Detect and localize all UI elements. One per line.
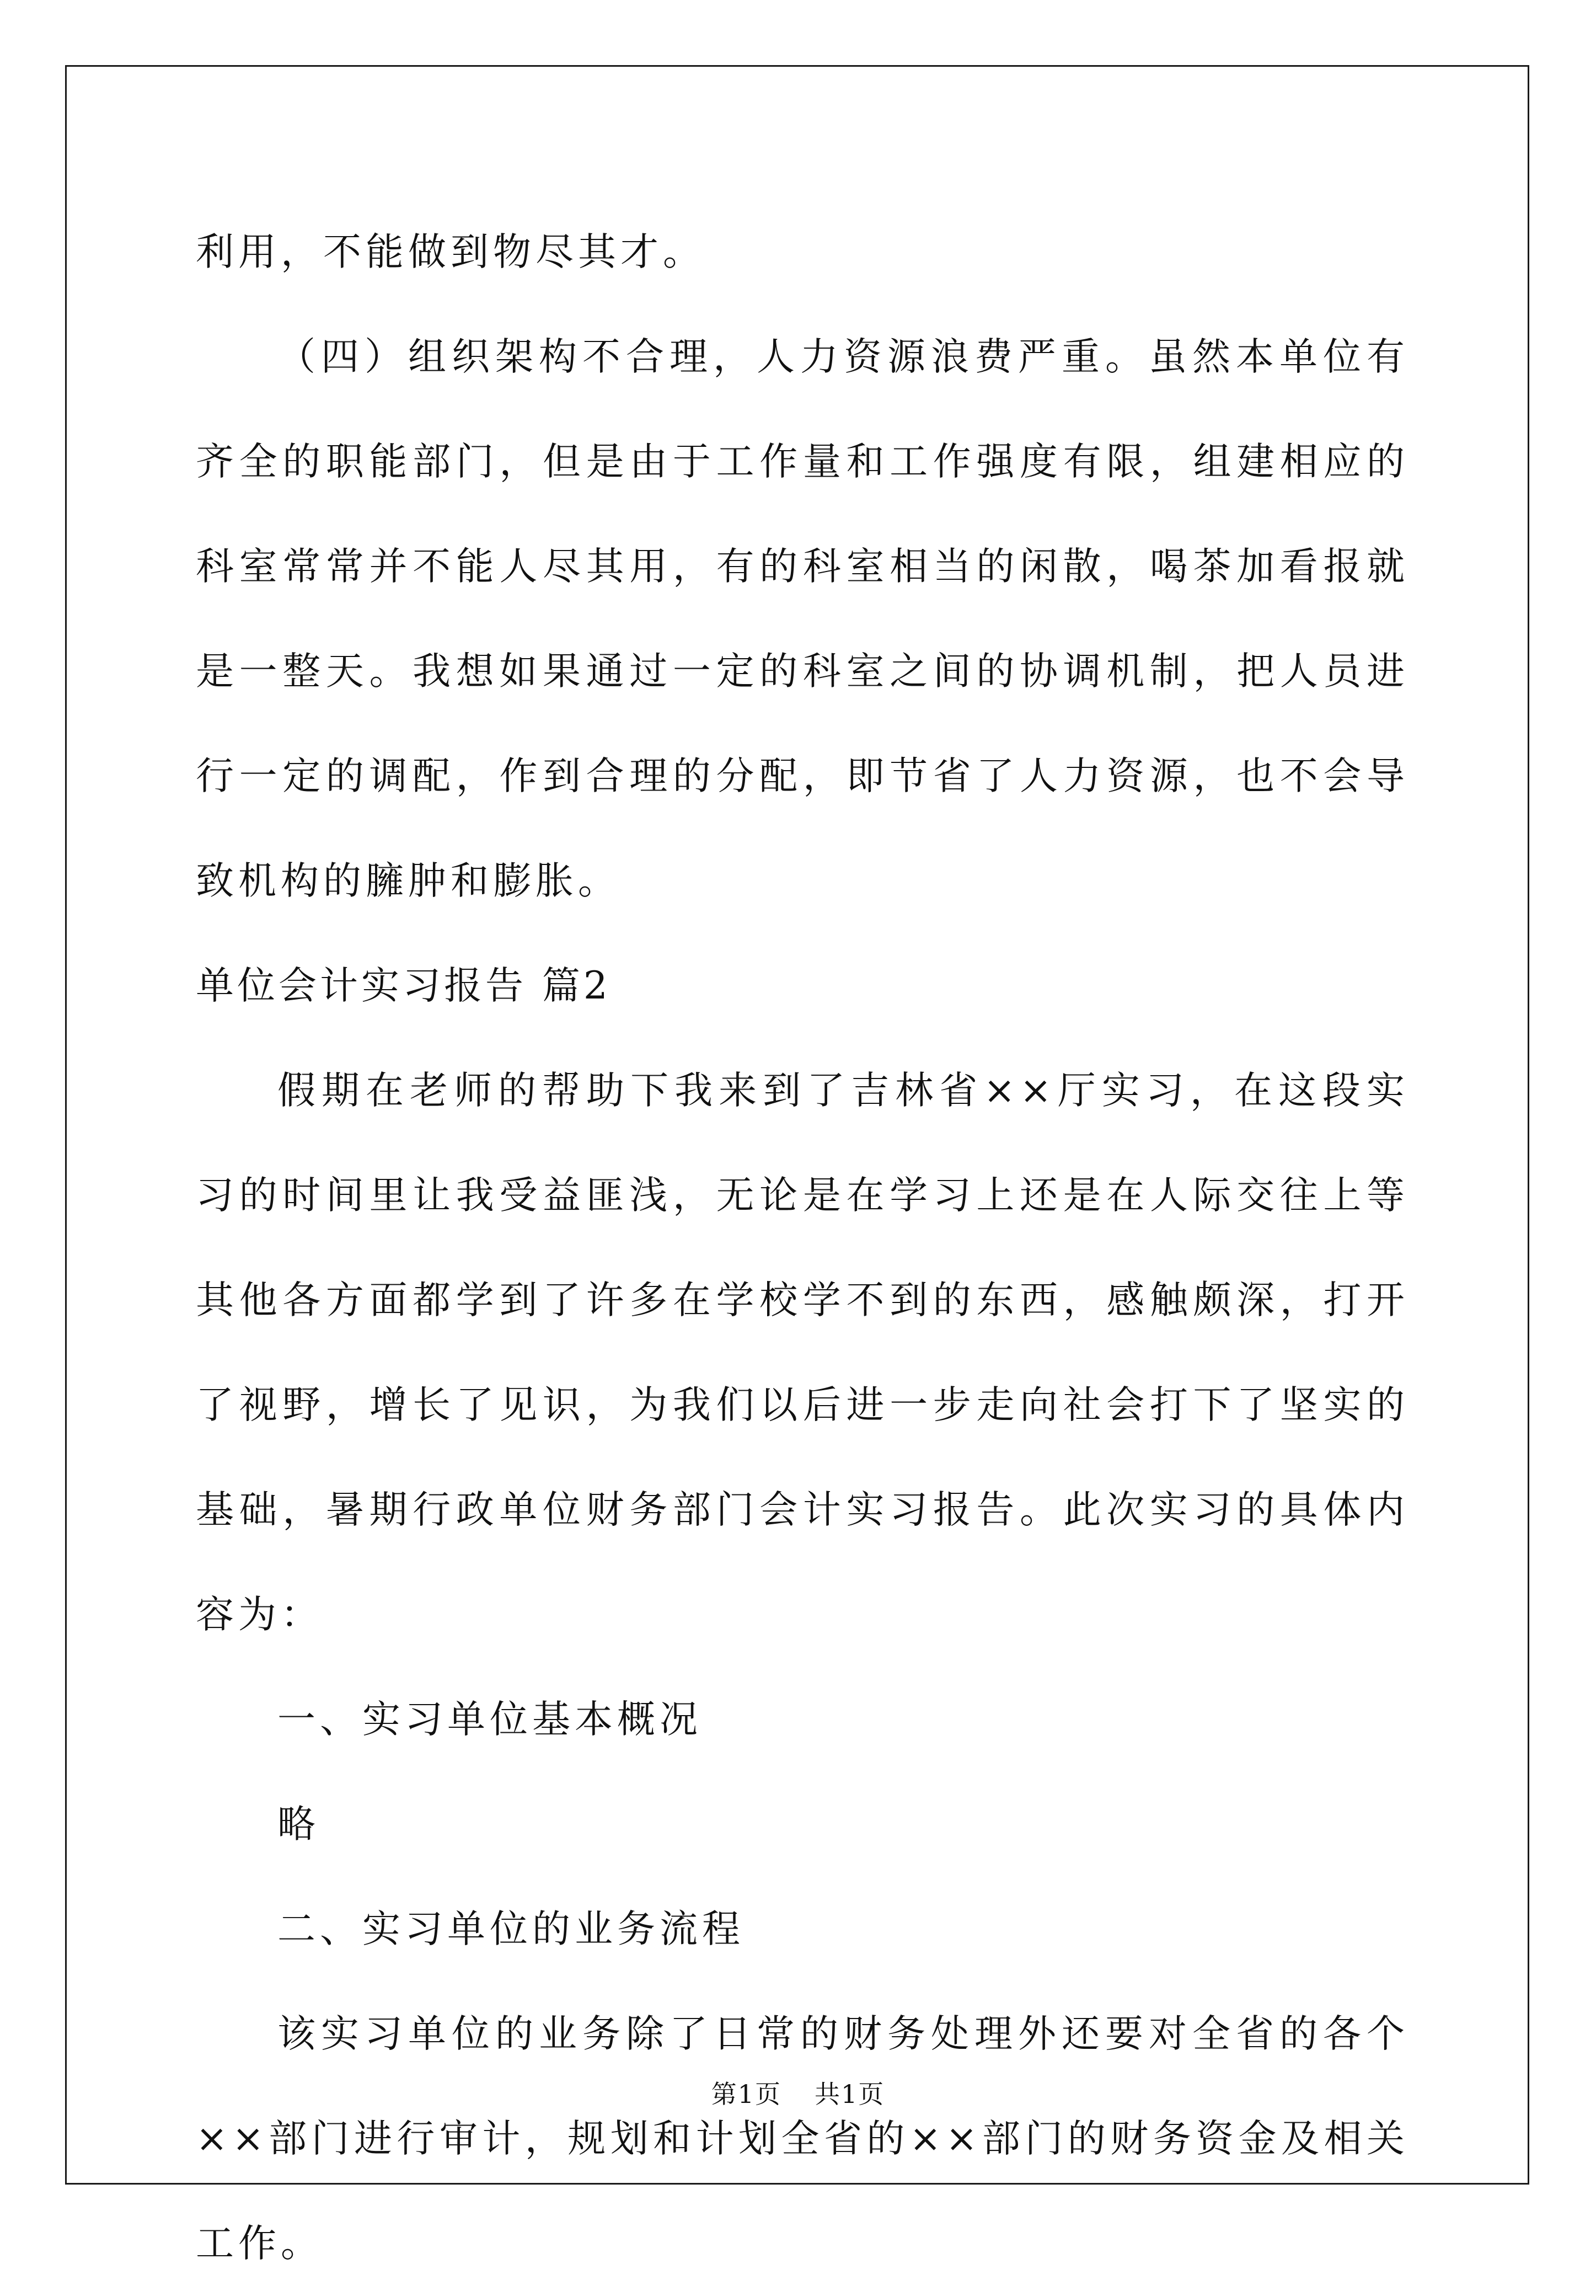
paragraph-org-structure: （四）组织架构不合理，人力资源浪费严重。虽然本单位有齐全的职能部门，但是由于工作量和工作强度有限，组建相应的科室常常并不能人尽其用，有的科室相当的闲散，喝茶加看报就是一整天。我想如果通过一定的科室之间的协调机制，把人员进行一定的调配，作到合理的分配，即节省了人力资源，也不会导致机构的臃肿和膨胀。 — [196, 335, 1409, 903]
page-number: 第1页 — [711, 2079, 781, 2109]
section-title: 单位会计实习报告 篇2 — [196, 964, 611, 1008]
list-item-overview-body: 略 — [277, 1802, 320, 1846]
list-item-workflow: 二、实习单位的业务流程 — [277, 1907, 745, 1951]
page-footer — [0, 2074, 1596, 2111]
document-body — [196, 200, 1409, 2296]
page-total: 共1页 — [815, 2079, 885, 2109]
list-item-overview: 一、实习单位基本概况 — [277, 1697, 702, 1742]
paragraph-continuation: 利用，不能做到物尽其才。 — [196, 230, 705, 274]
paragraph-workflow: 该实习单位的业务除了日常的财务处理外还要对全省的各个××部门进行审计，规划和计划全省的××部门的财务资金及相关工作。 — [196, 2012, 1409, 2266]
paragraph-intro: 假期在老师的帮助下我来到了吉林省××厅实习，在这段实习的时间里让我受益匪浅，无论是在学习上还是在人际交往上等其他各方面都学到了许多在学校学不到的东西，感触颇深，打开了视野，增长了见识，为我们以后进一步走向社会打下了坚实的基础，暑期行政单位财务部门会计实习报告。此次实习的具体内容为： — [196, 1069, 1409, 1637]
